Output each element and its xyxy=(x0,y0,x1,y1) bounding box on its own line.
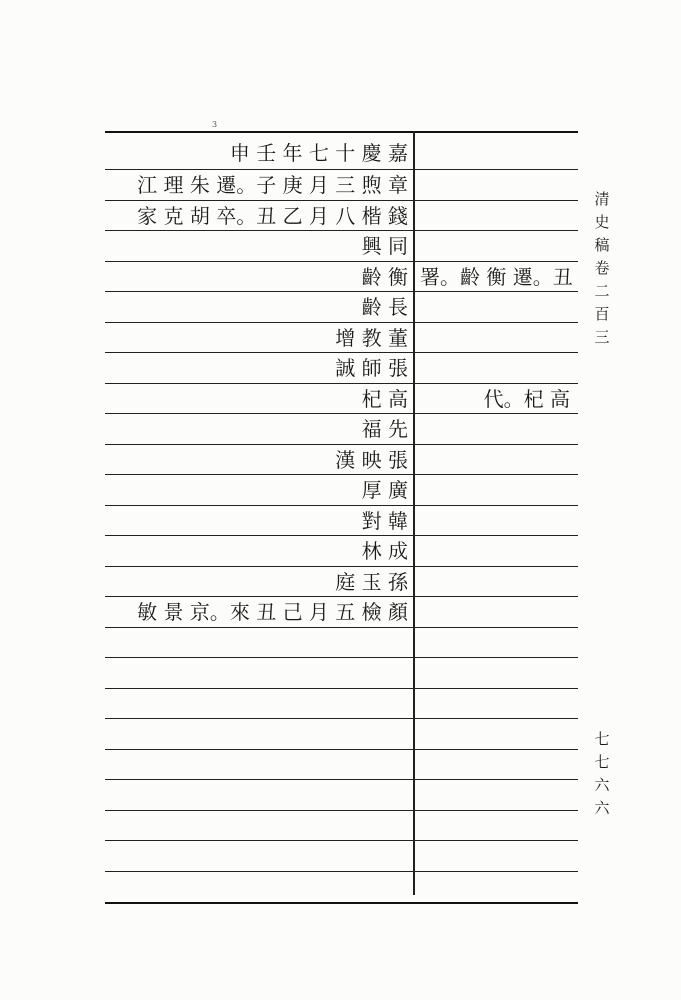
row-rule xyxy=(105,718,578,719)
row-rule xyxy=(105,840,578,841)
top-rule xyxy=(105,131,578,133)
row-10-a: 福 先 xyxy=(361,417,408,441)
page-mark: 3 xyxy=(212,120,218,129)
row-12-a: 厚 廣 xyxy=(361,478,408,502)
row-rule xyxy=(105,779,578,780)
row-rule xyxy=(105,627,578,628)
row-rule xyxy=(105,749,578,750)
row-15-a: 庭 玉 孫 xyxy=(335,570,408,594)
row-9-b: 代。杞 高 xyxy=(483,387,570,411)
row-7-a: 增 教 董 xyxy=(335,326,408,350)
row-rule xyxy=(105,810,578,811)
row-9-a: 杞 高 xyxy=(361,387,408,411)
row-5-a: 齡 衡 xyxy=(361,265,408,289)
side-page-number: 七七六六 xyxy=(594,730,610,817)
column-divider xyxy=(413,131,415,895)
row-5-b: 署。齡 衡 遷。丑 xyxy=(420,265,573,289)
row-rule xyxy=(105,657,578,658)
row-4-a: 興 同 xyxy=(361,234,408,258)
row-6-a: 齡 長 xyxy=(361,295,408,319)
row-11-a: 漢 映 張 xyxy=(335,448,408,472)
row-2-a: 江 理 朱 遷。子 庚 月 三 煦 章 xyxy=(137,173,408,197)
side-title: 清史稿卷二百三 xyxy=(594,190,610,346)
row-16-a: 敏 景 京。來 丑 己 月 五 檢 顏 xyxy=(137,600,408,624)
row-13-a: 對 韓 xyxy=(361,509,408,533)
row-14-a: 林 成 xyxy=(361,539,408,563)
row-8-a: 誠 師 張 xyxy=(335,356,408,380)
bottom-rule xyxy=(105,902,578,904)
row-3-a: 家 克 胡 卒。丑 乙 月 八 楷 錢 xyxy=(137,204,408,228)
row-rule xyxy=(105,688,578,689)
row-1-a: 申 壬 年 七 十 慶 嘉 xyxy=(229,141,408,165)
row-rule xyxy=(105,871,578,872)
